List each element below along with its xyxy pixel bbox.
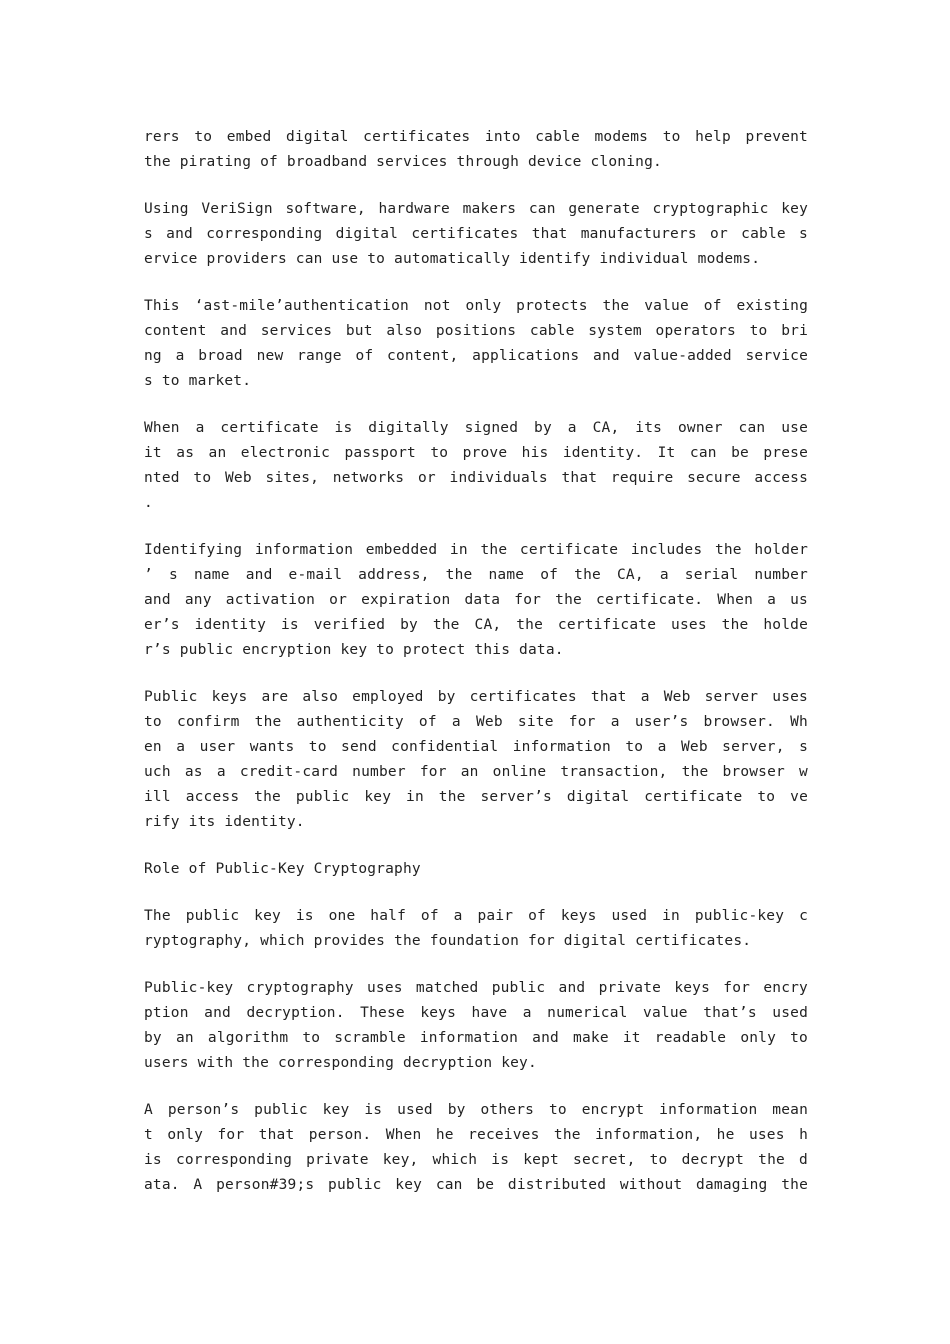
- section-heading-text: Role of Public-Key Cryptography: [144, 861, 421, 877]
- text-line: ption and decryption. These keys have a numerical value that’s used: [144, 1005, 808, 1021]
- paragraph: [144, 1098, 808, 1198]
- text-line: r’s public encryption key to protect this data.: [144, 642, 564, 658]
- text-line: ill access the public key in the server’s digital certificate to ve: [144, 789, 808, 805]
- text-line: en a user wants to send confidential information to a Web server, s: [144, 739, 808, 755]
- text-line: it as an electronic passport to prove his identity. It can be prese: [144, 445, 808, 461]
- paragraph: [144, 125, 808, 175]
- text-line: ata. A person#39;s public key can be distributed without damaging the: [144, 1177, 808, 1193]
- text-line: This ‘ast-mile’authentication not only protects the value of existing: [144, 298, 808, 314]
- section-heading: [144, 857, 808, 882]
- text-line: ervice providers can use to automatically identify individual modems.: [144, 251, 761, 267]
- text-line: .: [144, 495, 153, 511]
- paragraph: [144, 976, 808, 1076]
- text-line: Public-key cryptography uses matched public and private keys for encry: [144, 980, 808, 996]
- text-line: by an algorithm to scramble information and make it readable only to: [144, 1030, 808, 1046]
- text-line: er’s identity is verified by the CA, the certificate uses the holde: [144, 617, 808, 633]
- text-line: Identifying information embedded in the certificate includes the holder: [144, 542, 808, 558]
- paragraph: [144, 416, 808, 516]
- text-line: content and services but also positions cable system operators to bri: [144, 323, 808, 339]
- text-line: rers to embed digital certificates into cable modems to help prevent: [144, 129, 808, 145]
- text-line: t only for that person. When he receives the information, he uses h: [144, 1127, 808, 1143]
- text-line: Public keys are also employed by certificates that a Web server uses: [144, 689, 808, 705]
- text-line: A person’s public key is used by others to encrypt information mean: [144, 1102, 808, 1118]
- text-line: The public key is one half of a pair of keys used in public-key c: [144, 908, 808, 924]
- text-line: the pirating of broadband services through device cloning.: [144, 154, 662, 170]
- paragraph: [144, 294, 808, 394]
- text-line: and any activation or expiration data for the certificate. When a us: [144, 592, 808, 608]
- text-line: uch as a credit-card number for an online transaction, the browser w: [144, 764, 808, 780]
- paragraph: [144, 197, 808, 272]
- text-line: s to market.: [144, 373, 252, 389]
- text-line: rify its identity.: [144, 814, 305, 830]
- text-line: Using VeriSign software, hardware makers can generate cryptographic key: [144, 201, 808, 217]
- text-line: When a certificate is digitally signed by a CA, its owner can use: [144, 420, 808, 436]
- text-line: ryptography, which provides the foundation for digital certificates.: [144, 933, 752, 949]
- text-line: ’ s name and e-mail address, the name of the CA, a serial number: [144, 567, 808, 583]
- paragraph: [144, 685, 808, 835]
- text-line: users with the corresponding decryption key.: [144, 1055, 537, 1071]
- text-line: is corresponding private key, which is kept secret, to decrypt the d: [144, 1152, 808, 1168]
- paragraph: [144, 904, 808, 954]
- document-body: [144, 125, 808, 1220]
- text-line: to confirm the authenticity of a Web site for a user’s browser. Wh: [144, 714, 808, 730]
- paragraph: [144, 538, 808, 663]
- text-line: ng a broad new range of content, applications and value-added service: [144, 348, 808, 364]
- text-line: s and corresponding digital certificates that manufacturers or cable s: [144, 226, 808, 242]
- text-line: nted to Web sites, networks or individuals that require secure access: [144, 470, 808, 486]
